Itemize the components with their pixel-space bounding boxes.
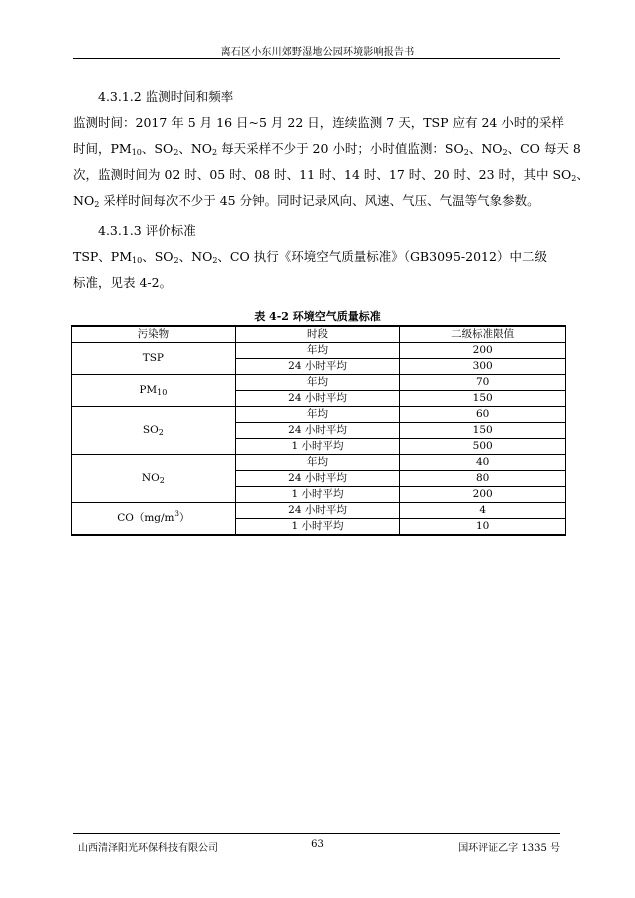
period-cell: 1 小时平均	[235, 439, 400, 455]
paragraph-line	[73, 244, 561, 270]
text-run: 、NO	[178, 249, 213, 264]
period-cell: 年均	[235, 455, 400, 471]
paragraph-line	[73, 110, 564, 136]
limit-cell: 500	[400, 439, 566, 455]
pollutant-name: PM	[139, 384, 158, 396]
footer-page-number: 63	[311, 839, 324, 850]
subscript: 10	[131, 148, 142, 157]
period-cell: 24 小时平均	[235, 503, 400, 519]
limit-cell: 80	[400, 471, 566, 487]
period-cell: 24 小时平均	[235, 359, 400, 375]
text-run: NO	[73, 193, 95, 208]
pollutant-cell: TSP	[72, 343, 236, 375]
text-run: 、CO 执行《环境空气质量标准》（GB3095-2012）中二级	[217, 249, 547, 264]
unit-close-paren: ）	[179, 512, 190, 524]
paragraph-line	[73, 188, 561, 214]
footer-certificate: 国环评证乙字 1335 号	[458, 843, 560, 854]
evaluation-standard-paragraph	[73, 244, 561, 296]
table-header-row	[72, 326, 566, 343]
pollutant-subscript: 2	[159, 476, 165, 485]
paragraph-line	[73, 136, 581, 162]
pollutant-subscript: 2	[158, 428, 164, 437]
text-run: TSP、PM	[73, 249, 133, 264]
header-rule	[73, 58, 560, 59]
subscript: 2	[173, 148, 179, 157]
period-cell: 24 小时平均	[235, 423, 400, 439]
subscript: 2	[212, 256, 218, 265]
text-run: 标准，见表 4-2。	[73, 275, 173, 290]
limit-cell: 4	[400, 503, 566, 519]
pollutant-subscript: 10	[157, 388, 168, 397]
text-run: 、NO	[178, 141, 212, 156]
period-cell: 年均	[235, 343, 400, 359]
limit-cell: 10	[400, 519, 566, 536]
period-cell: 24 小时平均	[235, 391, 400, 407]
period-cell: 24 小时平均	[235, 471, 400, 487]
text-run: 、	[576, 167, 589, 182]
text-run: 、SO	[141, 141, 174, 156]
text-run: 、CO 每天 8	[507, 141, 581, 156]
subscript: 2	[212, 148, 218, 157]
pollutant-cell	[72, 407, 236, 455]
header-pollutant: 污染物	[72, 326, 236, 343]
table-row	[72, 343, 566, 359]
period-cell: 年均	[235, 407, 400, 423]
pollutant-cell	[72, 375, 236, 407]
period-cell: 年均	[235, 375, 400, 391]
table-row	[72, 503, 566, 519]
pollutant-name: SO	[142, 424, 159, 436]
text-run: 、SO	[142, 249, 174, 264]
text-run: 、NO	[468, 141, 503, 156]
header-period: 时段	[235, 326, 400, 343]
period-cell: 1 小时平均	[235, 487, 400, 503]
text-run: 次，监测时间为 02 时、05 时、08 时、11 时、14 时、17 时、20 时、23 时，其中 SO	[73, 167, 572, 182]
text-run: 采样时间每次不少于 45 分钟。同时记录风向、风速、气压、气温等气象参数。	[99, 193, 540, 208]
footer-company: 山西清泽阳光环保科技有限公司	[78, 843, 218, 854]
pollutant-name: CO（mg/m	[117, 512, 175, 524]
table-row	[72, 407, 566, 423]
page-header-title: 离石区小东川郊野湿地公园环境影响报告书	[220, 47, 415, 58]
paragraph-line	[73, 162, 589, 188]
period-cell: 1 小时平均	[235, 519, 400, 536]
limit-cell: 60	[400, 407, 566, 423]
limit-cell: 200	[400, 487, 566, 503]
pollutant-cell	[72, 503, 236, 536]
footer-rule	[73, 833, 560, 834]
subscript: 2	[571, 174, 577, 183]
pollutant-cell	[72, 455, 236, 503]
table-caption: 表 4-2 环境空气质量标准	[254, 310, 381, 323]
subscript: 10	[132, 256, 143, 265]
limit-cell: 150	[400, 391, 566, 407]
header-limit: 二级标准限值	[400, 326, 566, 343]
limit-cell: 300	[400, 359, 566, 375]
section-heading-4313: 4.3.1.3 评价标准	[98, 223, 196, 238]
limit-cell: 70	[400, 375, 566, 391]
monitoring-time-paragraph	[73, 110, 589, 214]
table-row	[72, 375, 566, 391]
unit-superscript: 3	[174, 510, 179, 518]
subscript: 2	[173, 256, 179, 265]
pollutant-name: NO	[141, 472, 160, 484]
paragraph-line	[73, 270, 561, 296]
limit-cell: 200	[400, 343, 566, 359]
text-run: 每天采样不少于 20 小时；小时值监测：SO	[217, 141, 464, 156]
subscript: 2	[94, 200, 100, 209]
text-run: 监测时间：2017 年 5 月 16 日~5 月 22 日，连续监测 7 天，TSP 应有 24 小时的采样	[73, 115, 564, 130]
text-run: 时间，PM	[73, 141, 132, 156]
subscript: 2	[502, 148, 508, 157]
subscript: 2	[463, 148, 469, 157]
table-row	[72, 455, 566, 471]
air-quality-standard-table	[71, 325, 566, 536]
section-heading-4312: 4.3.1.2 监测时间和频率	[98, 89, 234, 104]
limit-cell: 150	[400, 423, 566, 439]
limit-cell: 40	[400, 455, 566, 471]
